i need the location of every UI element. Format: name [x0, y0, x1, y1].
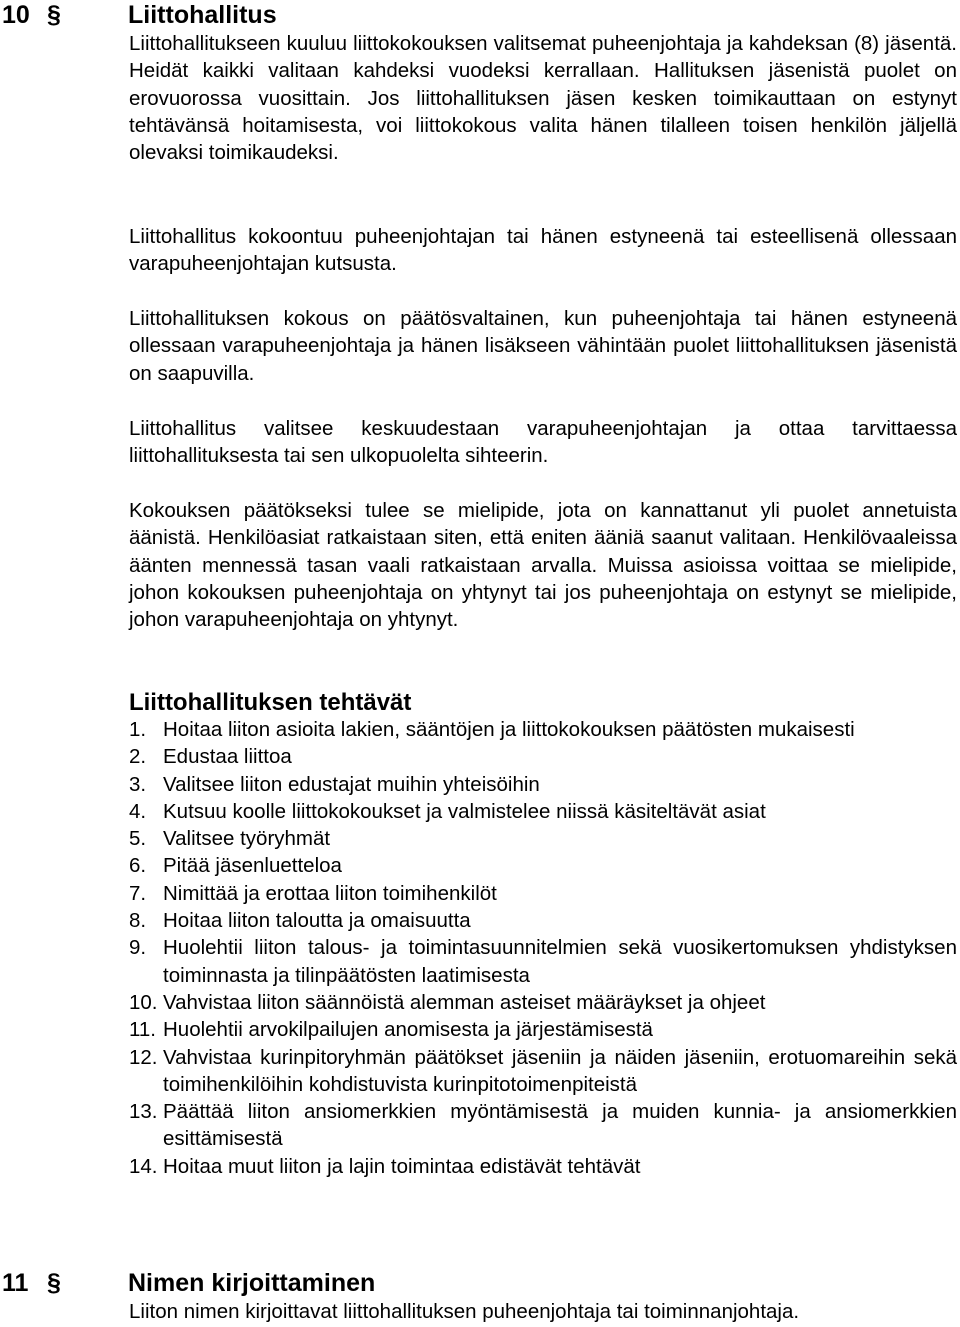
section-mark: § [47, 1, 61, 29]
task-number: 4. [129, 799, 147, 823]
task-text: Hoitaa liiton taloutta ja omaisuutta [163, 909, 471, 933]
section-title: Liittohallitus [128, 1, 277, 29]
task-text: Pitää jäsenluetteloa [163, 854, 342, 878]
task-text: Kutsuu koolle liittokokoukset ja valmistelee niissä käsiteltävät asiat [163, 799, 766, 823]
paragraph-board-composition: Liittohallitukseen kuuluu liittokokouksen valitsemat puheenjohtaja ja kahdeksan (8) jäsentä. Heidät kaikki valitaan kahdeksi vuodeksi kerrallaan. Hallituksen jäsenistä puolet on erovuorossa vuosittain. Jos liittohallituksen jäsen kesken toimikauttaan on estynyt tehtävänsä hoitamisesta, voi liittokokous valita hänen tilalleen toisen henkilön jäljellä olevaksi toimikaudeksi. [129, 32, 957, 165]
task-text: Edustaa liittoa [163, 745, 292, 769]
task-number: 7. [129, 881, 147, 905]
tasks-heading: Liittohallituksen tehtävät [129, 689, 412, 716]
section-mark: § [47, 1269, 61, 1297]
task-text: Huolehtii liiton talous- ja toimintasuunnitelmien sekä vuosikertomuksen yhdistyksen toiminnasta ja tilinpäätösten laatimisesta [163, 936, 957, 987]
task-text: Vahvistaa liiton säännöistä alemman asteiset määräykset ja ohjeet [163, 990, 766, 1014]
task-text: Hoitaa muut liiton ja lajin toimintaa edistävät tehtävät [163, 1154, 641, 1178]
paragraph-board-quorum: Liittohallituksen kokous on päätösvaltainen, kun puheenjohtaja tai hänen estyneenä ollessaan varapuheenjohtaja ja hänen lisäkseen vähintään puolet liittohallituksen jäsenistä on saapuvilla. [129, 307, 957, 385]
task-item [129, 1098, 957, 1153]
task-number: 14. [129, 1154, 158, 1178]
task-item [129, 825, 957, 852]
task-text: Valitsee työryhmät [163, 827, 331, 851]
task-item [129, 989, 957, 1016]
task-number: 3. [129, 772, 147, 796]
task-number: 9. [129, 936, 147, 960]
paragraph-board-convening: Liittohallitus kokoontuu puheenjohtajan tai hänen estyneenä tai esteellisenä ollessaan varapuheenjohtajan kutsusta. [129, 225, 957, 276]
task-number: 13. [129, 1100, 158, 1124]
task-text: Päättää liiton ansiomerkkien myöntämisestä ja muiden kunnia- ja ansiomerkkien esittämisestä [163, 1100, 957, 1151]
section-title: Nimen kirjoittaminen [128, 1269, 376, 1297]
task-number: 5. [129, 827, 147, 851]
task-item [129, 934, 957, 989]
paragraph-name-signing: Liiton nimen kirjoittavat liittohallituksen puheenjohtaja tai toiminnanjohtaja. [129, 1300, 800, 1323]
task-item [129, 716, 957, 743]
task-item [129, 1153, 957, 1180]
task-item [129, 852, 957, 879]
task-text: Hoitaa liiton asioita lakien, sääntöjen ja liittokokouksen päätösten mukaisesti [163, 718, 855, 741]
task-number: 10. [129, 990, 158, 1014]
task-item [129, 798, 957, 825]
paragraph-decision-making: Kokouksen päätökseksi tulee se mielipide, jota on kannattanut yli puolet annetuista äänistä. Henkilöasiat ratkaistaan siten, että eniten ääniä saanut valitaan. Henkilövaaleissa äänten mennessä tasan vaali ratkaistaan arvalla. Muissa asioissa voittaa se mielipide, johon kokouksen puheenjohtaja on yhtynyt tai jos puheenjohtaja on estynyt se mielipide, johon varapuheenjohtaja on yhtynyt. [129, 499, 957, 632]
paragraph-board-officers: Liittohallitus valitsee keskuudestaan varapuheenjohtajan ja ottaa tarvittaessa liittohallituksesta tai sen ulkopuolelta sihteerin. [129, 417, 957, 468]
section-number: 11 [2, 1269, 29, 1297]
task-number: 6. [129, 854, 147, 878]
task-item [129, 1016, 957, 1043]
task-number: 2. [129, 745, 147, 769]
task-number: 1. [129, 718, 147, 741]
task-text: Huolehtii arvokilpailujen anomisesta ja järjestämisestä [163, 1018, 653, 1042]
task-number: 11. [129, 1018, 156, 1042]
task-number: 12. [129, 1045, 158, 1069]
task-text: Valitsee liiton edustajat muihin yhteisöihin [163, 772, 540, 796]
task-item [129, 1044, 957, 1099]
tasks-list [129, 716, 957, 1180]
task-text: Nimittää ja erottaa liiton toimihenkilöt [163, 881, 497, 905]
task-item [129, 743, 957, 770]
task-item [129, 880, 957, 907]
task-text: Vahvistaa kurinpitoryhmän päätökset jäseniin ja näiden jäseniin, erotuomareihin sekä toimihenkilöihin kohdistuvista kurinpitotoimenpiteistä [163, 1045, 957, 1096]
section-number: 10 [2, 1, 30, 29]
task-item [129, 771, 957, 798]
task-number: 8. [129, 909, 147, 933]
task-item [129, 907, 957, 934]
